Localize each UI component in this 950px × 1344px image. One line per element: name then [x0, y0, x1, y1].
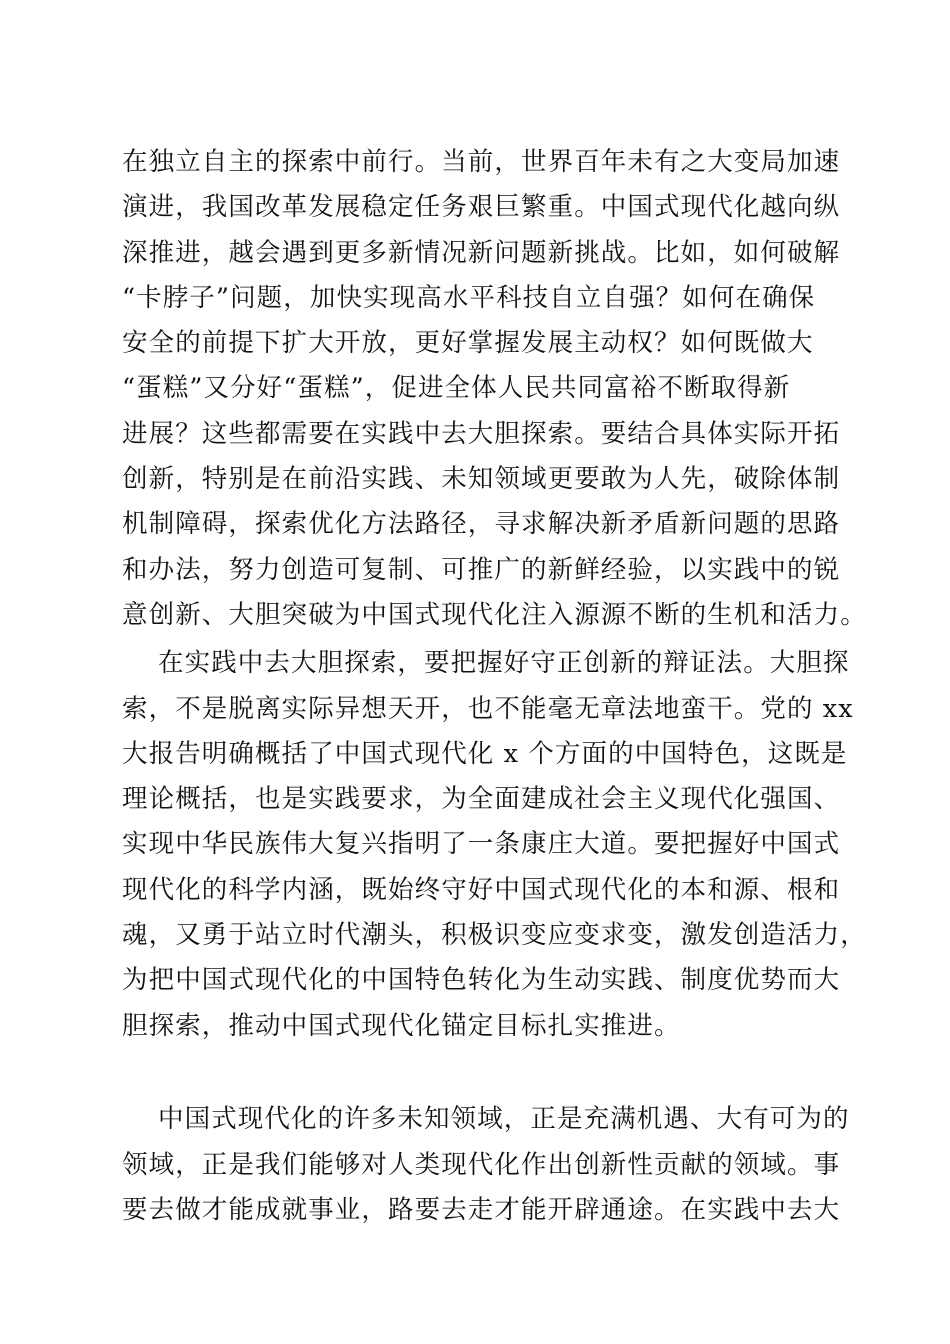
paragraph-2 — [122, 641, 867, 1094]
paragraph-line: 现代化的科学内涵，既始终守好中国式现代化的本和源、根和 — [122, 874, 841, 905]
paragraph-3 — [122, 1097, 850, 1233]
paragraph-line: 中国式现代化的许多未知领域，正是充满机遇、大有可为的 — [158, 1104, 850, 1135]
paragraph-line: 演进，我国改革发展稳定任务艰巨繁重。中国式现代化越向纵 — [122, 192, 841, 223]
paragraph-line: 大报告明确概括了中国式现代化 x 个方面的中国特色，这既是 — [122, 738, 848, 769]
paragraph-line — [122, 1049, 834, 1094]
paragraph-line: 实现中华民族伟大复兴指明了一条康庄大道。要把握好中国式 — [122, 829, 841, 860]
paragraph-line: 安全的前提下扩大开放，更好掌握发展主动权？如何既做大 — [122, 328, 814, 359]
paragraph-line: 机制障碍，探索优化方法路径，寻求解决新矛盾新问题的思路 — [122, 509, 841, 540]
paragraph-line: 胆探索，推动中国式现代化锚定目标扎实推进。 — [122, 1010, 681, 1041]
paragraph-line: “卡脖子”问题，加快实现高水平科技自立自强？如何在确保 — [122, 282, 816, 313]
paragraph-line: 创新，特别是在前沿实践、未知领域更要敢为人先，破除体制 — [122, 464, 841, 495]
paragraph-line: 索，不是脱离实际异想天开，也不能毫无章法地蛮干。党的 xx — [122, 693, 854, 724]
paragraph-line: “蛋糕”又分好“蛋糕”，促进全体人民共同富裕不断取得新 — [122, 373, 791, 404]
paragraph-line: 魂，又勇于站立时代潮头，积极识变应变求变，激发创造活力， — [122, 920, 867, 951]
paragraph-1 — [122, 140, 867, 638]
paragraph-line: 要去做才能成就事业，路要去走才能开辟通途。在实践中去大 — [122, 1194, 841, 1225]
paragraph-line: 在独立自主的探索中前行。当前，世界百年未有之大变局加速 — [122, 147, 841, 177]
paragraph-line: 为把中国式现代化的中国特色转化为生动实践、制度优势而大 — [122, 965, 841, 996]
paragraph-line: 领域，正是我们能够对人类现代化作出创新性贡献的领域。事 — [122, 1149, 841, 1180]
paragraph-line: 深推进，越会遇到更多新情况新问题新挑战。比如，如何破解 — [122, 237, 841, 268]
paragraph-line: 意创新、大胆突破为中国式现代化注入源源不断的生机和活力。 — [122, 599, 867, 630]
paragraph-line: 进展？这些都需要在实践中去大胆探索。要结合具体实际开拓 — [122, 418, 841, 449]
paragraph-line: 理论概括，也是实践要求，为全面建成社会主义现代化强国、 — [122, 784, 841, 815]
paragraph-line: 和办法，努力创造可复制、可推广的新鲜经验，以实践中的锐 — [122, 554, 841, 585]
document-body — [122, 140, 867, 1233]
paragraph-line: 在实践中去大胆探索，要把握好守正创新的辩证法。大胆探 — [158, 648, 850, 679]
